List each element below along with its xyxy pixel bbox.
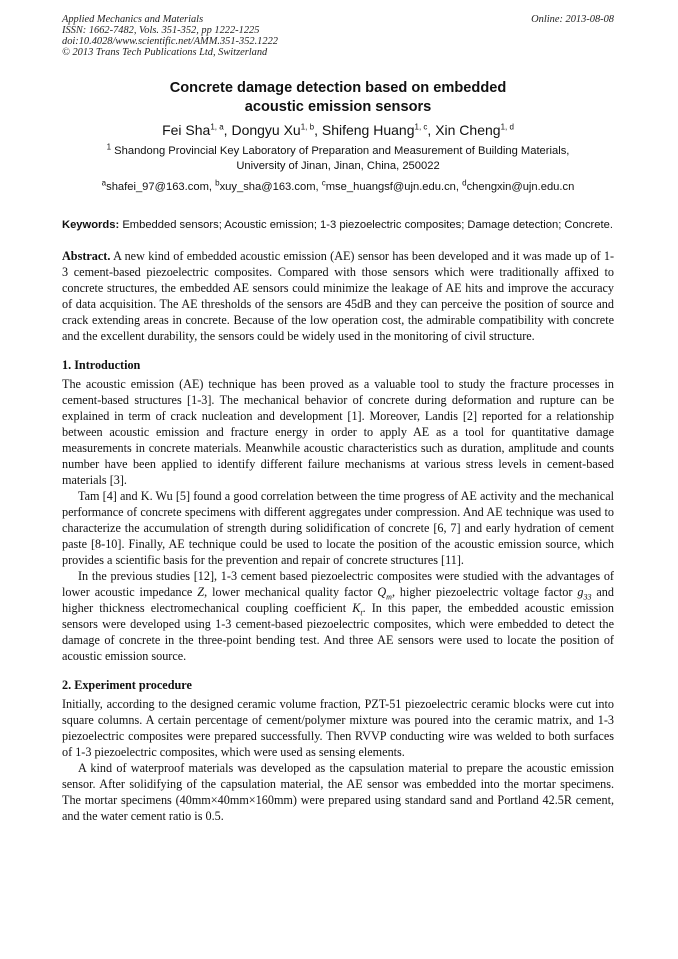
text-run: , higher piezoelectric voltage factor bbox=[391, 585, 578, 599]
affiliation-sup: 1 bbox=[106, 142, 112, 152]
title-line-2: acoustic emission sensors bbox=[244, 99, 432, 115]
abstract-label: Abstract. bbox=[62, 249, 111, 263]
symbol-k-sub: t bbox=[360, 608, 363, 618]
text-run: and higher thickness electromechanical coupling coefficient bbox=[62, 585, 614, 615]
email-list: $^a$shafei_97@163.com, $^b$xuy_sha@163.com, $^c$mse_huangsf@ujn.edu.cn, $^d$chengxin@ujn.edu.cn bbox=[101, 178, 575, 193]
doi-line: doi:10.4028/www.scientific.net/AMM.351-352.1222 bbox=[62, 36, 278, 47]
copyright-line: © 2013 Trans Tech Publications Ltd, Switzerland bbox=[62, 47, 268, 58]
paragraph: Initially, according to the designed ceramic volume fraction, PZT-51 piezoelectric ceramic blocks were cut into square columns. A certain percentage of cement/polymer mixture was poured into the ceramic matrix, and 1-3 piezoelectric composites were prepared successfully. Then RVVP conducting wire was welded to both surfaces of 1-3 piezoelectric composites, which were used as sensing elements. bbox=[62, 697, 614, 759]
title-line-1: Concrete damage detection based on embedded bbox=[169, 80, 507, 96]
journal-header bbox=[62, 14, 614, 58]
symbol-g: g bbox=[577, 585, 584, 599]
email-sup: a bbox=[101, 178, 107, 188]
author-affil-sup: 1, b bbox=[300, 122, 315, 132]
text-run: . In this paper, the embedded acoustic emission sensors were developed using 1-3 cement-based piezoelectric composites, which were embedded to detect the damage of concrete in the three-point bending test. And three AE sensors were used to locate the position of acoustic emission source. bbox=[62, 601, 614, 663]
section-heading-introduction: 1. Introduction bbox=[62, 358, 141, 372]
journal-name: Applied Mechanics and Materials bbox=[62, 14, 204, 25]
symbol-q-sub: m bbox=[386, 592, 392, 602]
paragraph: A kind of waterproof materials was developed as the capsulation material to prepare the acoustic emission sensor. After solidifying of the capsulation material, the AE sensor was embedded into the mortar specimens. The mortar specimens (40mm×40mm×160mm) were prepared using standard sand and Portland 42.5R cement, and the water cement ratio is 0.5. bbox=[62, 761, 614, 823]
abstract-text: A new kind of embedded acoustic emission (AE) sensor has been developed and it was made up of 1-3 cement-based piezoelectric composites. Compared with those sensors which were traditionally affixed to concrete structures, the embedded AE sensors could minimize the leakage of AE hits and improve the accuracy of data acquisition. The AE thresholds of the sensors are 45dB and they can perceive the position of source and crack extending areas in concrete. Because of the low operation cost, the admirable compatibility with concrete and the excellent durability, the sensors could be widely used in the monitoring of civil structure. bbox=[62, 249, 615, 343]
section-heading-experiment: 2. Experiment procedure bbox=[62, 678, 192, 692]
text-run: , lower mechanical quality factor bbox=[204, 585, 378, 599]
email-link[interactable]: shafei_97@163.com bbox=[106, 181, 209, 193]
keywords bbox=[62, 218, 614, 233]
paragraph: The acoustic emission (AE) technique has been proved as a valuable tool to study the fracture processes in cement-based structures [1-3]. The mechanical behavior of concrete during deformation and rupture can be explained in term of crack nucleation and development [1]. Moreover, Landis [2] reported for a relationship between acoustic emission and fracture energy in order to apply AE as a tool for quantitative damage measurements in concrete materials. Meanwhile acoustic characteristics such as duration, amplitude and counts number have been applied to identify different failure mechanisms at various stress levels in cement-based materials [3]. bbox=[62, 377, 614, 487]
email-sup: b bbox=[215, 178, 220, 188]
email-sup: c bbox=[321, 178, 326, 188]
issn-line: ISSN: 1662-7482, Vols. 351-352, pp 1222-1225 bbox=[62, 25, 260, 36]
email-link[interactable]: chengxin@ujn.edu.cn bbox=[466, 181, 575, 193]
author-affil-sup: 1, d bbox=[500, 122, 514, 132]
author-list: Fei Sha$^{1, a}$, Dongyu Xu$^{1, b}$, Shifeng Huang$^{1, c}$, Xin Cheng$^{1, d}$ bbox=[162, 122, 514, 138]
email-sup: d bbox=[462, 178, 467, 188]
paragraph bbox=[62, 568, 614, 664]
online-date: Online: 2013-08-08 bbox=[531, 14, 614, 25]
author-name: Fei Sha bbox=[162, 122, 211, 138]
affiliation-line-1: Shandong Provincial Key Laboratory of Preparation and Measurement of Building Materials, bbox=[114, 145, 570, 157]
abstract bbox=[62, 248, 614, 344]
symbol-z: Z bbox=[197, 585, 205, 599]
author-name: Shifeng Huang bbox=[321, 122, 415, 138]
symbol-q: Q bbox=[377, 585, 387, 599]
paragraph: Tam [4] and K. Wu [5] found a good correlation between the time progress of AE activity and the mechanical performance of concrete specimens with different aggregates under compression. And AE technique was used to characterize the accumulation of strength during solidification of concrete [6, 7] and early hydration of cement paste [8-10]. Finally, AE technique could be used to locate the position of the acoustic emission source, which provides a scientific basis for the prevention and repair of concrete structures [11]. bbox=[62, 489, 614, 567]
paper-page bbox=[62, 14, 614, 824]
author-affil-sup: 1, c bbox=[414, 122, 428, 132]
keywords-text: Embedded sensors; Acoustic emission; 1-3 piezoelectric composites; Damage detection; Concrete. bbox=[122, 219, 613, 231]
email-link[interactable]: xuy_sha@163.com bbox=[219, 181, 316, 193]
text-run: In the previous studies [12], 1-3 cement based piezoelectric composites were studied with the advantages of lower acoustic impedance bbox=[62, 569, 614, 599]
affiliation bbox=[62, 144, 614, 174]
author-affil-sup: 1, a bbox=[210, 122, 224, 132]
email-link[interactable]: mse_huangsf@ujn.edu.cn bbox=[325, 181, 456, 193]
affiliation-line-2: University of Jinan, Jinan, China, 250022 bbox=[236, 160, 440, 172]
author-name: Dongyu Xu bbox=[231, 122, 301, 138]
keywords-label: Keywords: bbox=[62, 219, 120, 231]
paper-title bbox=[62, 79, 614, 117]
author-name: Xin Cheng bbox=[435, 122, 501, 138]
symbol-g-sub: 33 bbox=[583, 592, 592, 602]
symbol-k: K bbox=[352, 601, 361, 615]
